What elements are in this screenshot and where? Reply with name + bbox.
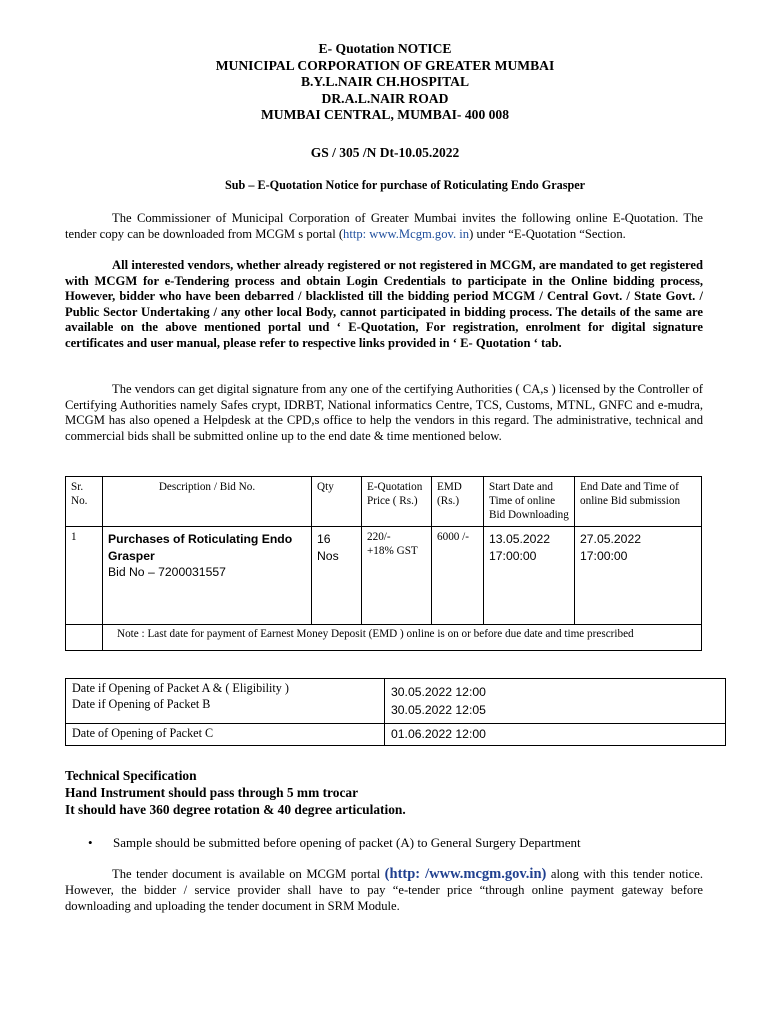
start-date: 13.05.2022: [489, 532, 550, 547]
col-sr: Sr. No.: [66, 477, 103, 527]
col-end: End Date and Time of online Bid submission: [575, 477, 702, 527]
packet-c-value: 01.06.2022 12:00: [385, 724, 726, 746]
header-road: DR.A.L.NAIR ROAD: [321, 90, 449, 106]
mcgm-portal-link[interactable]: (http: /www.mcgm.gov.in): [384, 866, 547, 882]
row-end: [575, 527, 702, 625]
col-emd: EMD (Rs.): [432, 477, 484, 527]
intro-text-end: ) under “E-Quotation “Section.: [469, 226, 626, 241]
row-emd: 6000 /-: [432, 527, 484, 625]
col-qty: Qty: [312, 477, 362, 527]
vendor-text: The vendors can get digital signature from any one of the certifying Authorities ( CA,s ) licensed by the Controller of Certifying Authorities namely Safes crypt, IDRBT, National informatics Centre, TCS, Customs, MTNL, GNFC and e-mudra, MCGM has also opened a Helpdesk at the CPD,s office to help the vendors in this regard. The administrative, technical and commercial bids shall be submitted online up to the end date & time mentioned below.: [65, 382, 703, 443]
registration-paragraph: [65, 258, 703, 352]
bid-number: Bid No – 7200031557: [108, 565, 226, 580]
final-text: The tender document is available on MCGM portal: [112, 867, 381, 881]
header-hospital: B.Y.L.NAIR CH.HOSPITAL: [300, 74, 470, 89]
bid-table-header: [66, 477, 702, 527]
sample-instruction: Sample should be submitted before opening of packet (A) to General Surgery Department: [113, 835, 581, 850]
tech-line-1: Hand Instrument should pass through 5 mm trocar: [65, 785, 359, 800]
col-start: Start Date and Time of online Bid Downloading: [484, 477, 575, 527]
emd-note: Note : Last date for payment of Earnest Money Deposit (EMD ) online is on or before due date and time prescribed: [103, 625, 702, 651]
packet-b-value: 30.05.2022 12:05: [391, 703, 486, 717]
col-price: E-Quotation Price ( Rs.): [362, 477, 432, 527]
notice-header: [0, 41, 770, 124]
header-city: MUMBAI CENTRAL, MUMBAI- 400 008: [260, 107, 510, 122]
desc-item: Roticulating Endo Grasper: [108, 532, 293, 563]
tech-line-2: It should have 360 degree rotation & 40 degree articulation.: [65, 802, 406, 817]
qty-number: 16: [317, 532, 331, 547]
note-row: [66, 625, 702, 651]
tender-document-paragraph: [65, 866, 703, 914]
final-text-end: along with this tender notice. However, the bidder / service provider shall have to pay “e-tender price “through online payment gateway before downloading and uploading the tender document in SRM Module.: [65, 867, 703, 913]
packet-b-label: Date if Opening of Packet B: [72, 696, 211, 711]
header-title: E- Quotation NOTICE: [318, 41, 452, 56]
technical-specification: [65, 767, 406, 818]
packet-ab-labels: [66, 679, 385, 724]
row-description: [103, 527, 312, 625]
tech-title: Technical Specification: [65, 768, 197, 783]
header-corporation: MUNICIPAL CORPORATION OF GREATER MUMBAI: [215, 57, 555, 73]
table-row: [66, 724, 726, 746]
packet-c-label: Date of Opening of Packet C: [66, 724, 385, 746]
row-start: [484, 527, 575, 625]
packet-a-label: Date if Opening of Packet A & ( Eligibility ): [72, 681, 289, 695]
bid-table: [65, 476, 702, 651]
qty-unit: Nos: [317, 548, 339, 563]
table-row: [66, 679, 726, 724]
end-date: 27.05.2022: [580, 532, 641, 547]
packet-a-value: 30.05.2022 12:00: [391, 685, 486, 699]
table-row: [66, 527, 702, 625]
end-time: 17:00:00: [580, 548, 628, 563]
row-price: [362, 527, 432, 625]
desc-bold: Purchases of: [108, 532, 185, 547]
registration-text: All interested vendors, whether already registered or not registered in MCGM, are mandated to get registered with MCGM for e-Tendering process and obtain Login Credentials to participate in the Online bidding process, However, bidder who have been debarred / blacklisted till the bidding period MCGM / Central Govt. / State Govt. / Public Sector Undertaking / any other local Body, cannot participated in bidding process. The details of the same are available on the above mentioned portal und ‘ E-Quotation, For registration, enrolment for digital signature certificates and user manual, please refer to respective links provided in ‘ E- Quotation ‘ tab.: [65, 258, 703, 350]
start-time: 17:00:00: [489, 548, 537, 563]
bullet-icon: •: [88, 835, 93, 850]
subject-line: Sub – E-Quotation Notice for purchase of Roticulating Endo Grasper: [224, 178, 586, 192]
opening-dates-table: [65, 678, 726, 746]
col-description: Description / Bid No.: [103, 477, 312, 527]
intro-paragraph: [65, 211, 703, 242]
reference-number: GS / 305 /N Dt-10.05.2022: [310, 145, 460, 160]
intro-text: The Commissioner of Municipal Corporation of Greater Mumbai invites the following online E-Quotation. The tender copy can be downloaded from MCGM s portal (: [65, 211, 703, 241]
row-qty: [312, 527, 362, 625]
price-amount: 220/-: [367, 531, 391, 544]
row-sr: 1: [66, 527, 103, 625]
vendor-paragraph: [65, 382, 703, 444]
portal-link[interactable]: http: www.Mcgm.gov. in: [343, 226, 470, 241]
price-tax: +18% GST: [367, 545, 418, 558]
packet-ab-values: [385, 679, 726, 724]
note-spacer: [66, 625, 103, 651]
